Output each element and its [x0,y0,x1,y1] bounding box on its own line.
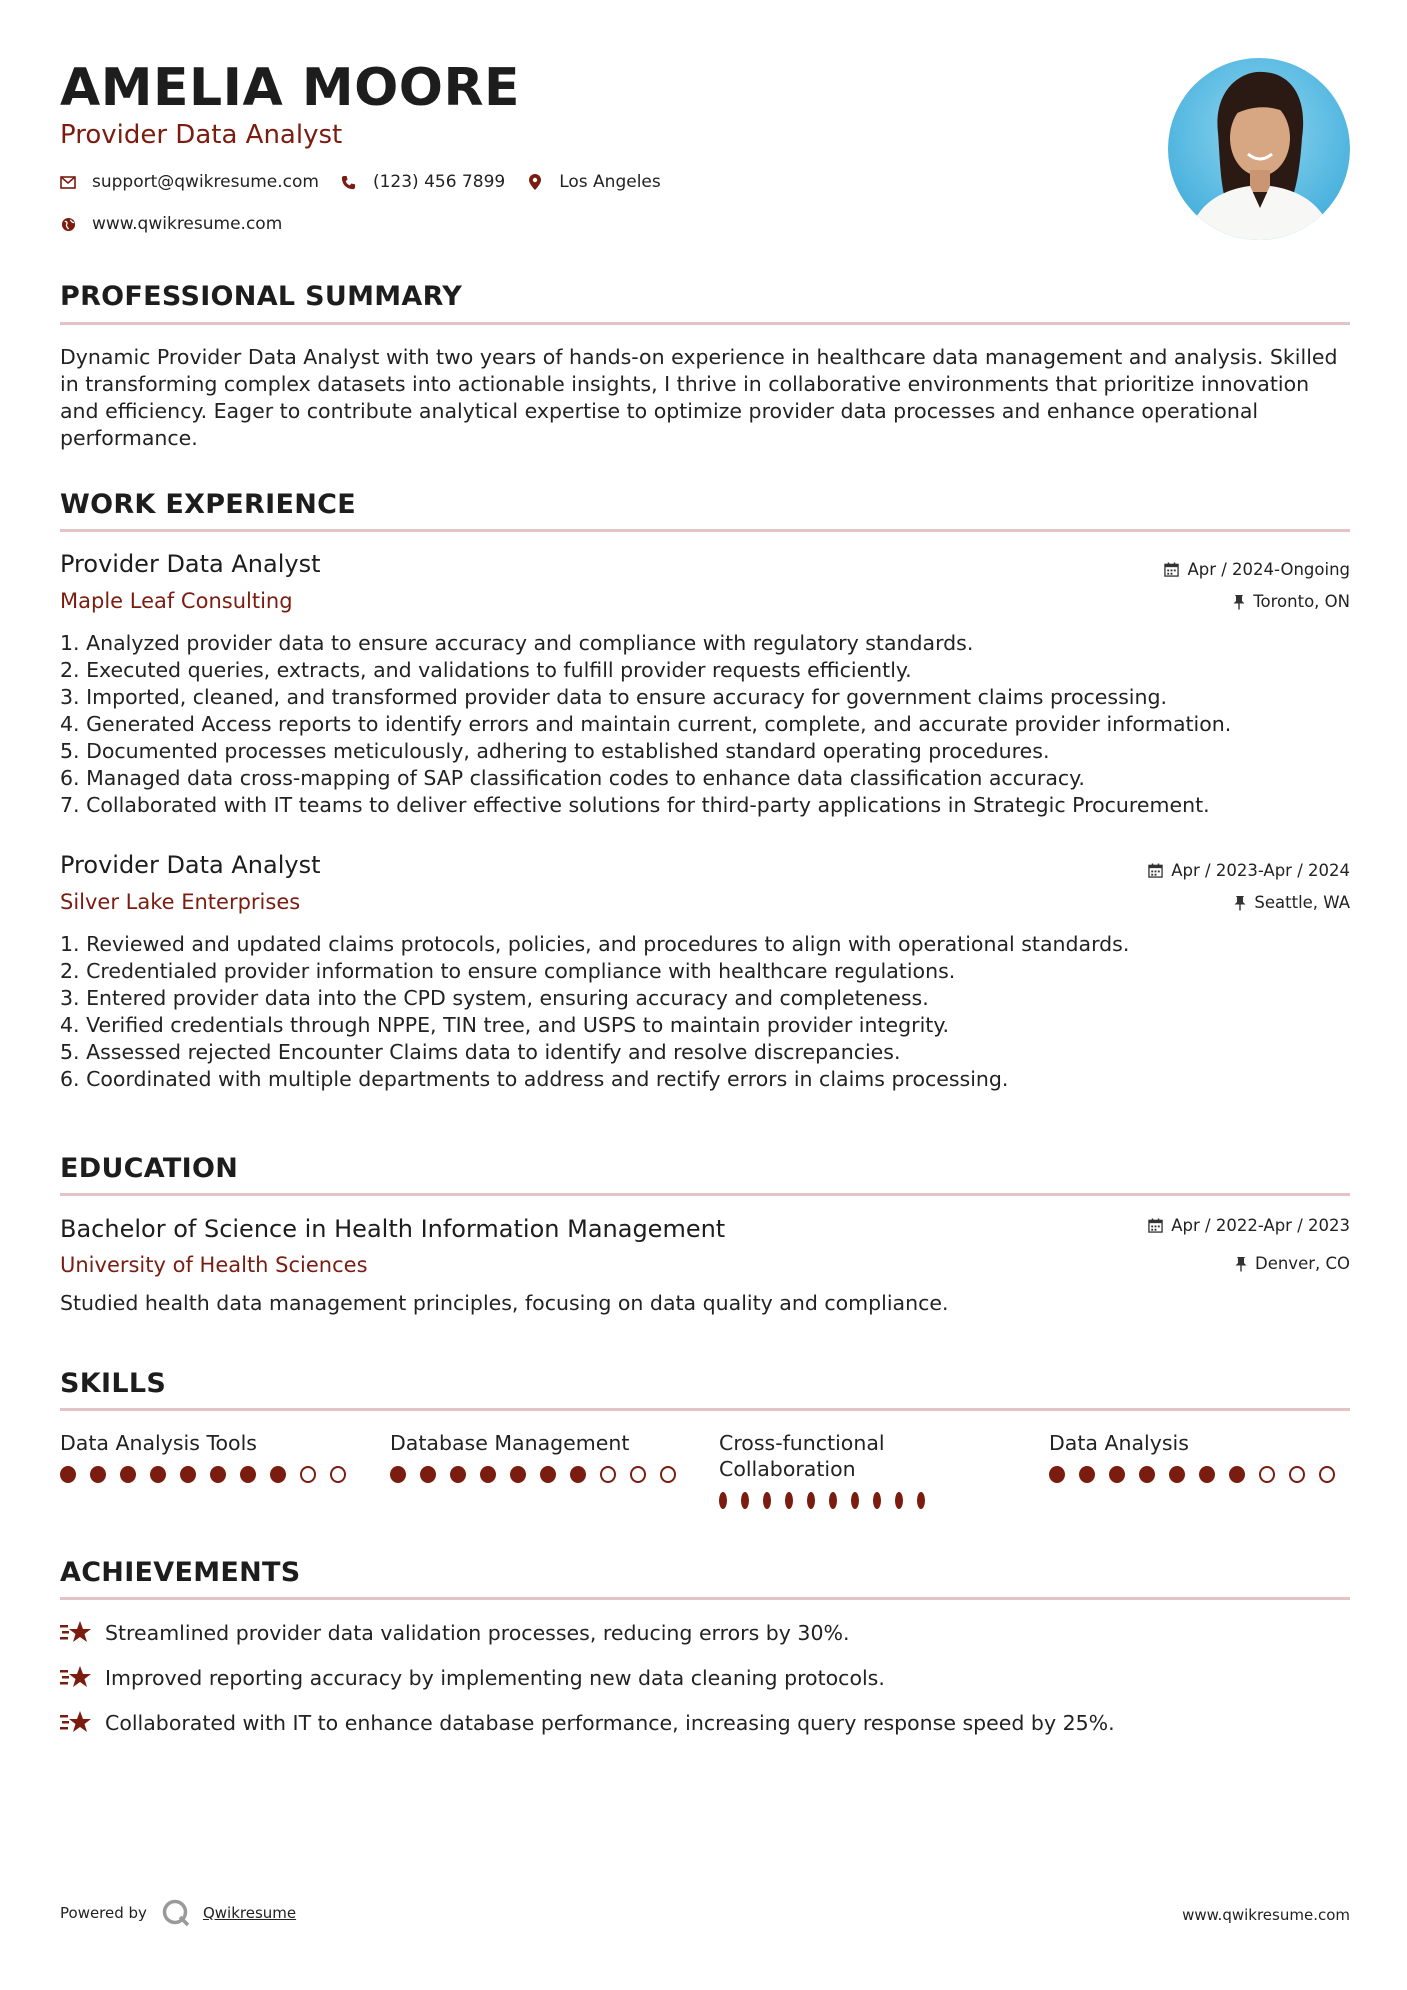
skill-item [719,1430,939,1509]
achievement-item [60,1664,885,1692]
list-item: 1. Reviewed and updated claims protocols, policies, and procedures to align with operational standards. [60,932,1130,956]
calendar-icon [1148,1218,1163,1233]
skill-rating [390,1466,690,1483]
summary-text: Dynamic Provider Data Analyst with two years of hands-on experience in healthcare data management and analysis. Skilled in transforming complex datasets into actionable insights, I thrive in collaborative environments that prioritize innovation and efficiency. Eager to contribute analytical expertise to optimize provider data processes and enhance operational performance. [60,345,1338,450]
rating-dot-filled [390,1466,406,1483]
education-dates [1148,1216,1350,1235]
skill-rating [1049,1466,1349,1483]
qwikresume-logo-icon [161,1898,191,1928]
contact-row-1 [60,172,683,192]
rating-dot-filled [450,1466,466,1483]
job-dates-text: Apr / 2024-Ongoing [1187,560,1350,579]
degree-title: Bachelor of Science in Health Information Management [60,1215,726,1243]
rating-dot-filled [120,1466,136,1483]
rating-dot-filled [719,1492,727,1509]
rating-dot-filled [1169,1466,1185,1483]
rating-dot-filled [1229,1466,1245,1483]
rating-dot-filled [570,1466,586,1483]
achievement-item [60,1709,1115,1737]
job-location [1234,893,1350,912]
rating-dot-filled [1199,1466,1215,1483]
rating-dot-filled [270,1466,286,1483]
rating-dot-filled [829,1492,837,1509]
rating-dot-empty [630,1466,646,1483]
job-company: Maple Leaf Consulting [60,589,293,613]
job-title: Provider Data Analyst [60,550,321,578]
star-icon [60,1664,94,1692]
list-item: 4. Verified credentials through NPPE, TIN tree, and USPS to maintain provider integrity. [60,1013,950,1037]
calendar-icon [1164,562,1179,577]
job-dates-text: Apr / 2023-Apr / 2024 [1171,861,1350,880]
skills-heading: SKILLS [60,1368,167,1399]
phone-icon [341,174,357,190]
rating-dot-empty [600,1466,616,1483]
achievement-text: Collaborated with IT to enhance database performance, increasing query response speed by 25%. [105,1711,1115,1735]
job-location-text: Toronto, ON [1253,592,1350,611]
skill-rating [60,1466,360,1483]
contact-phone[interactable] [341,172,505,192]
achievements-heading: ACHIEVEMENTS [60,1557,301,1588]
email-text: support@qwikresume.com [92,172,319,192]
rating-dot-empty [1259,1466,1275,1483]
summary-heading: PROFESSIONAL SUMMARY [60,281,463,312]
experience-heading: WORK EXPERIENCE [60,489,356,520]
contact-email[interactable] [60,172,319,192]
footer-powered-by [60,1898,296,1928]
map-pin-icon [527,174,543,190]
education-location-text: Denver, CO [1254,1254,1350,1273]
rating-dot-empty [660,1466,676,1483]
achievement-item [60,1619,850,1647]
rating-dot-filled [1049,1466,1065,1483]
pushpin-icon [1234,895,1246,911]
rating-dot-filled [240,1466,256,1483]
rating-dot-filled [807,1492,815,1509]
rating-dot-empty [330,1466,346,1483]
rating-dot-filled [741,1492,749,1509]
rating-dot-filled [210,1466,226,1483]
list-item: 4. Generated Access reports to identify errors and maintain current, complete, and accurate provider information. [60,712,1232,736]
rating-dot-filled [150,1466,166,1483]
job-location [1233,592,1350,611]
rating-dot-filled [895,1492,903,1509]
resume-page [60,0,1350,1990]
skill-name: Cross-functional Collaboration [719,1431,885,1481]
rating-dot-filled [1079,1466,1095,1483]
rating-dot-filled [1109,1466,1125,1483]
rating-dot-filled [510,1466,526,1483]
skills-divider [60,1408,1350,1411]
job-location-text: Seattle, WA [1254,893,1350,912]
list-item: 5. Assessed rejected Encounter Claims data to identify and resolve discrepancies. [60,1040,901,1064]
contact-location [527,172,661,192]
contact-website[interactable] [60,214,282,234]
rating-dot-empty [1289,1466,1305,1483]
profile-photo [1168,58,1350,240]
website-text: www.qwikresume.com [92,214,283,234]
list-item: 2. Credentialed provider information to ensure compliance with healthcare regulations. [60,959,956,983]
skill-name: Data Analysis Tools [60,1431,257,1455]
location-text: Los Angeles [559,172,661,192]
list-item: 1. Analyzed provider data to ensure accuracy and compliance with regulatory standards. [60,631,974,655]
phone-text: (123) 456 7899 [372,172,506,192]
skill-item [60,1430,360,1483]
envelope-icon [60,174,76,190]
list-item: 3. Imported, cleaned, and transformed provider data to ensure accuracy for government claims processing. [60,685,1167,709]
list-item: 6. Managed data cross-mapping of SAP classification codes to enhance data classification accuracy. [60,766,1085,790]
education-description: Studied health data management principles, focusing on data quality and compliance. [60,1291,949,1315]
achievement-text: Improved reporting accuracy by implementing new data cleaning protocols. [105,1666,885,1690]
contact-row-2 [60,214,304,234]
star-icon [60,1619,94,1647]
pushpin-icon [1235,1256,1247,1272]
rating-dot-filled [180,1466,196,1483]
rating-dot-filled [90,1466,106,1483]
rating-dot-filled [851,1492,859,1509]
job-title: Provider Data Analyst [60,851,321,879]
education-heading: EDUCATION [60,1153,239,1184]
star-icon [60,1709,94,1737]
skill-name: Data Analysis [1049,1431,1189,1455]
rating-dot-filled [60,1466,76,1483]
list-item: 6. Coordinated with multiple departments to address and rectify errors in claims processing. [60,1067,1009,1091]
rating-dot-empty [1319,1466,1335,1483]
experience-divider [60,529,1350,532]
qwikresume-link[interactable]: Qwikresume [202,1904,297,1922]
job-dates [1148,861,1350,880]
education-location [1235,1254,1350,1273]
achievement-text: Streamlined provider data validation processes, reducing errors by 30%. [105,1621,850,1645]
rating-dot-filled [420,1466,436,1483]
rating-dot-filled [540,1466,556,1483]
job-dates [1164,560,1350,579]
skill-item [390,1430,690,1483]
powered-by-label: Powered by [60,1904,147,1922]
education-dates-text: Apr / 2022-Apr / 2023 [1171,1216,1350,1235]
job-duties-list [60,630,1350,819]
calendar-icon [1148,863,1163,878]
rating-dot-empty [300,1466,316,1483]
footer-website[interactable]: www.qwikresume.com [1182,1906,1350,1924]
rating-dot-filled [1139,1466,1155,1483]
skill-item [1049,1430,1349,1483]
summary-divider [60,322,1350,325]
skill-name: Database Management [390,1431,630,1455]
rating-dot-filled [785,1492,793,1509]
rating-dot-filled [873,1492,881,1509]
candidate-role: Provider Data Analyst [60,120,343,150]
rating-dot-filled [763,1492,771,1509]
list-item: 7. Collaborated with IT teams to deliver effective solutions for third-party applications in Strategic Procurement. [60,793,1210,817]
achievements-divider [60,1597,1350,1600]
pushpin-icon [1233,594,1245,610]
list-item: 5. Documented processes meticulously, adhering to established standard operating procedures. [60,739,1050,763]
candidate-name: AMELIA MOORE [60,58,521,118]
school-name: University of Health Sciences [60,1253,368,1277]
globe-icon [60,216,76,232]
rating-dot-filled [917,1492,925,1509]
list-item: 3. Entered provider data into the CPD system, ensuring accuracy and completeness. [60,986,929,1010]
list-item: 2. Executed queries, extracts, and validations to fulfill provider requests efficiently. [60,658,912,682]
skill-rating [719,1492,939,1509]
rating-dot-filled [480,1466,496,1483]
job-company: Silver Lake Enterprises [60,890,301,914]
job-duties-list [60,931,1350,1093]
education-divider [60,1193,1350,1196]
